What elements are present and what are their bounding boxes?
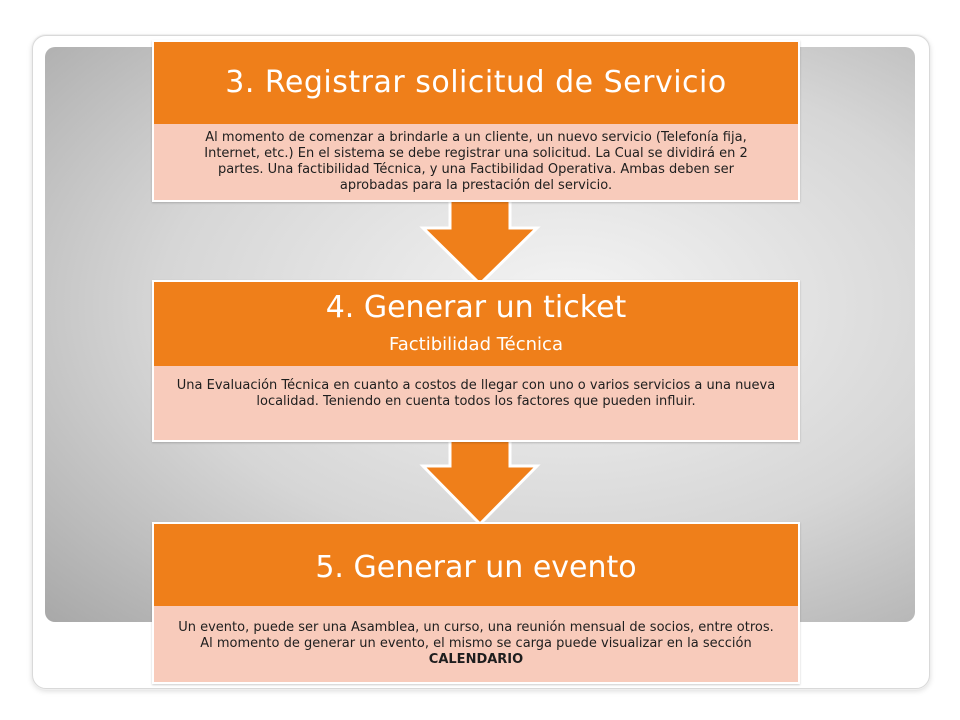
step-registrar-solicitud [152, 40, 800, 202]
step-subtitle: Factibilidad Técnica [389, 334, 563, 355]
calendario-label: CALENDARIO [428, 652, 524, 667]
step-title: 3. Registrar solicitud de Servicio [154, 42, 798, 124]
step-description [154, 606, 798, 682]
step-generar-ticket [152, 280, 800, 442]
step-title: 5. Generar un evento [154, 524, 798, 606]
down-arrow-1 [423, 195, 537, 284]
step-title: 4. Generar un ticket [325, 290, 627, 325]
step-generar-evento [152, 522, 800, 684]
step-description-text: Un evento, puede ser una Asamblea, un curso, una reunión mensual de socios, entre otros. Al momento de generar un evento, el mismo se carga puede visualizar en la sección [178, 620, 774, 651]
down-arrow-2 [423, 436, 537, 524]
step-description: Al momento de comenzar a brindarle a un cliente, un nuevo servicio (Telefonía fija, Internet, etc.) En el sistema se debe registrar una solicitud. La Cual se dividirá en 2 partes. Una factibilidad Técnica, y una Factibilidad Operativa. Ambas deben ser aprobadas para la prestación del servicio. [154, 124, 798, 200]
step-header [154, 282, 798, 366]
step-description: Una Evaluación Técnica en cuanto a costos de llegar con uno o varios servicios a una nueva localidad. Teniendo en cuenta todos los factores que pueden influir. [154, 366, 798, 440]
